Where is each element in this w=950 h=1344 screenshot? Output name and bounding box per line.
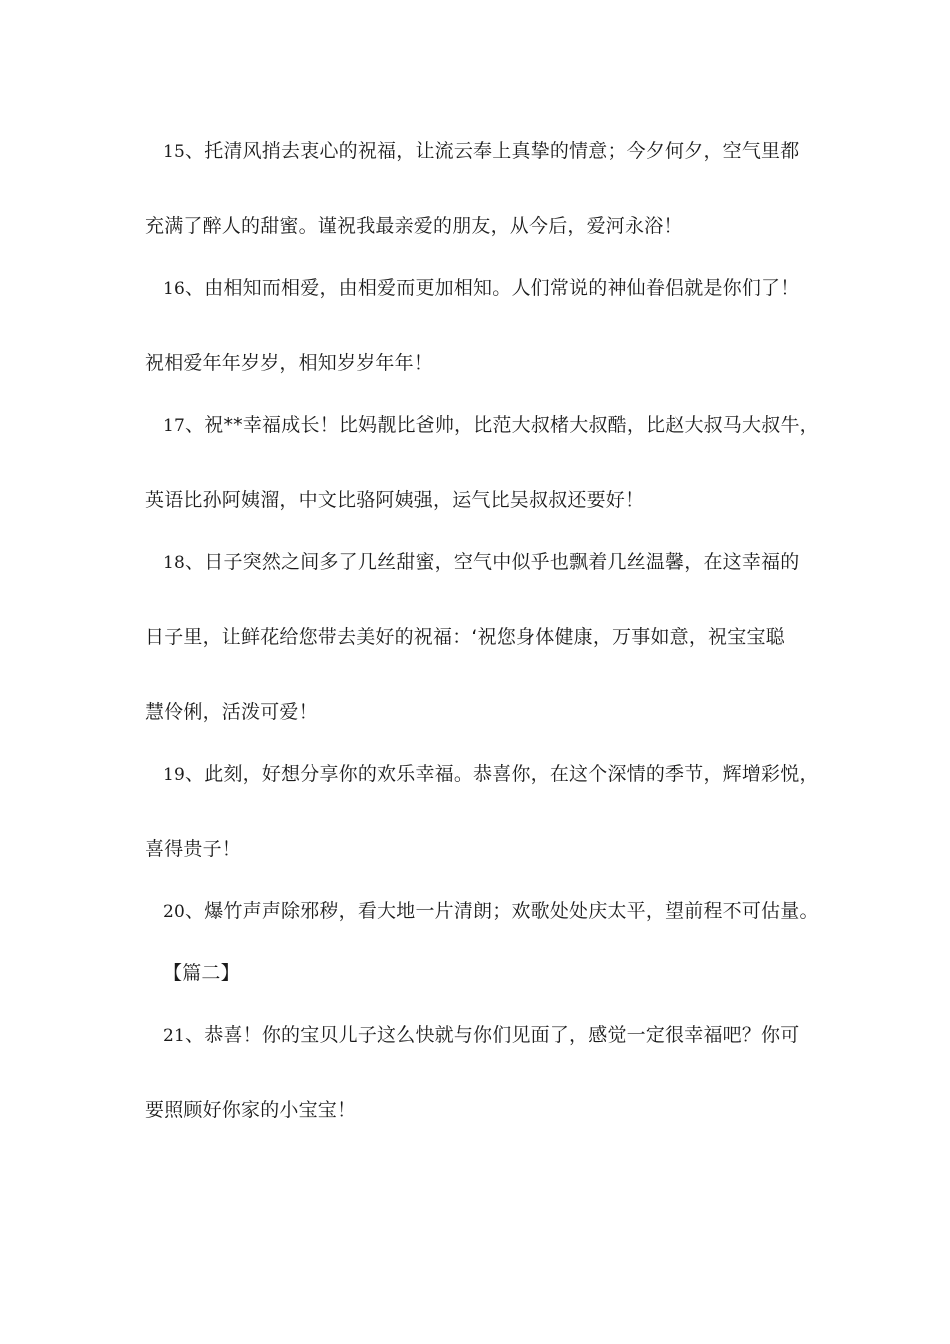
item-number: 20 xyxy=(163,902,186,922)
item-number: 17 xyxy=(163,416,186,436)
item-number: 19 xyxy=(163,765,186,785)
paragraph-17-line-2: 英语比孙阿姨溜，中文比骆阿姨强，运气比吴叔叔还要好！ xyxy=(145,489,645,511)
paragraph-15-line-2: 充满了醉人的甜蜜。谨祝我最亲爱的朋友，从今后，爱河永浴！ xyxy=(145,215,683,237)
item-number: 18 xyxy=(163,553,186,573)
paragraph-17-line-1: 17、祝**幸福成长！比妈靓比爸帅，比范大叔楮大叔酷，比赵大叔马大叔牛， xyxy=(163,414,819,436)
paragraph-16-line-2: 祝相爱年年岁岁，相知岁岁年年！ xyxy=(145,352,434,374)
item-number: 15 xyxy=(163,142,186,162)
paragraph-16-line-1: 16、由相知而相爱，由相爱而更加相知。人们常说的神仙眷侣就是你们了！ xyxy=(163,277,800,299)
section-heading: 【篇二】 xyxy=(163,962,240,984)
paragraph-21-line-2: 要照顾好你家的小宝宝！ xyxy=(145,1099,357,1121)
item-number: 21 xyxy=(163,1026,186,1046)
paragraph-18-line-2: 日子里，让鲜花给您带去美好的祝福：‘祝您身体健康，万事如意，祝宝宝聪 xyxy=(145,626,785,648)
paragraph-21-line-1: 21、恭喜！你的宝贝儿子这么快就与你们见面了，感觉一定很幸福吧？你可 xyxy=(163,1024,800,1046)
paragraph-19-line-1: 19、此刻，好想分享你的欢乐幸福。恭喜你，在这个深情的季节，辉增彩悦， xyxy=(163,763,819,785)
paragraph-19-line-2: 喜得贵子！ xyxy=(145,838,242,860)
paragraph-20-line-1: 20、爆竹声声除邪秽，看大地一片清朗；欢歌处处庆太平，望前程不可估量。 xyxy=(163,900,819,922)
item-number: 16 xyxy=(163,279,186,299)
paragraph-18-line-3: 慧伶俐，活泼可爱！ xyxy=(145,701,318,723)
paragraph-18-line-1: 18、日子突然之间多了几丝甜蜜，空气中似乎也飘着几丝温馨，在这幸福的 xyxy=(163,551,800,573)
paragraph-15-line-1: 15、托清风捎去衷心的祝福，让流云奉上真挚的情意；今夕何夕，空气里都 xyxy=(163,140,800,162)
